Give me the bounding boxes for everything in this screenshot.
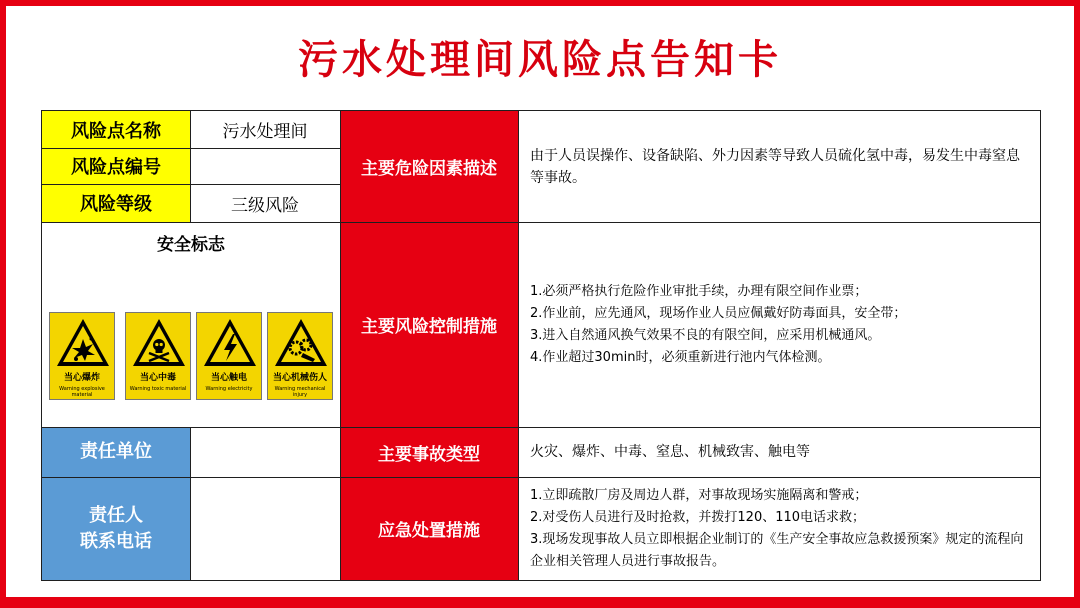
- control-item: 3.进入自然通风换气效果不良的有限空间，应采用机械通风。: [530, 327, 881, 343]
- poison-skull-icon: [131, 317, 187, 369]
- grid-line: [41, 110, 1041, 111]
- emergency-text: [518, 477, 1040, 580]
- electric-shock-icon: [202, 317, 258, 369]
- contact-label: [42, 477, 190, 580]
- risk-code-value: [190, 148, 340, 184]
- risk-level-label: 风险等级: [42, 184, 190, 222]
- grid-line: [41, 222, 1041, 223]
- sign-label-en: Warning explosive material: [59, 386, 105, 398]
- grid-line: [190, 110, 191, 222]
- risk-level-value: 三级风险: [190, 184, 340, 222]
- emergency-item: 3.现场发现事故人员立即根据企业制订的《生产安全事故应急救援预案》规定的流程向企业相关管理人员进行事故报告。: [530, 531, 1024, 569]
- contact-value: [190, 477, 340, 580]
- sign-label: 当心机械伤人: [272, 373, 327, 383]
- responsible-unit-value: [190, 427, 340, 477]
- safety-signs-title: 安全标志: [157, 235, 225, 255]
- control-item: 2.作业前，应先通风，现场作业人员应佩戴好防毒面具，安全带；: [530, 305, 907, 321]
- hazard-text-content: 由于人员误操作、设备缺陷、外力因素等导致人员硫化氢中毒，易发生中毒窒息等事故。: [530, 147, 1020, 186]
- sign-electric: [196, 312, 262, 400]
- sign-label: 当心爆炸: [63, 373, 100, 383]
- emergency-label: 应急处置措施: [340, 477, 518, 580]
- gear-injury-icon: [273, 317, 329, 369]
- hazard-label: 主要危险因素描述: [340, 111, 518, 222]
- risk-name-label: 风险点名称: [42, 111, 190, 148]
- accident-label: 主要事故类型: [340, 427, 518, 477]
- accident-text: [518, 427, 1040, 477]
- emergency-item: 2.对受伤人员进行及时抢救，并拨打120、110电话求救；: [530, 509, 866, 525]
- card-title: 污水处理间风险点告知卡: [298, 37, 782, 83]
- control-item: 4.作业超过30min时，必须重新进行池内气体检测。: [530, 349, 831, 365]
- emergency-item: 1.立即疏散厂房及周边人群，对事故现场实施隔离和警戒；: [530, 487, 868, 503]
- grid-line: [41, 427, 1041, 428]
- sign-label: 当心触电: [210, 373, 247, 383]
- risk-name-value: 污水处理间: [190, 111, 340, 148]
- contact-label-line1: 责任人: [89, 504, 143, 526]
- grid-line: [41, 477, 1041, 478]
- hazard-text: [518, 111, 1040, 222]
- contact-label-line2: 联系电话: [80, 530, 152, 552]
- control-text: [518, 222, 1040, 427]
- grid-line: [41, 580, 1041, 581]
- sign-label-en: Warning electricity: [205, 386, 253, 392]
- grid-line: [190, 427, 191, 581]
- bottom-red-bar: [0, 597, 1080, 608]
- grid-line: [41, 110, 42, 581]
- control-label: 主要风险控制措施: [340, 222, 518, 427]
- risk-code-label: 风险点编号: [42, 148, 190, 184]
- sign-explosion: [49, 312, 115, 400]
- responsible-unit-label: 责任单位: [42, 427, 190, 477]
- sign-mechanical: [267, 312, 333, 400]
- accident-text-content: 火灾、爆炸、中毒、窒息、机械致害、触电等: [530, 444, 810, 460]
- grid-line: [518, 110, 519, 581]
- grid-line: [1040, 110, 1041, 581]
- sign-label: 当心中毒: [139, 373, 176, 383]
- grid-line: [340, 110, 341, 581]
- control-item: 1.必须严格执行危险作业审批手续，办理有限空间作业票；: [530, 283, 868, 299]
- sign-label-en: Warning mechanical injury: [274, 386, 326, 398]
- sign-label-en: Warning toxic material: [129, 386, 187, 392]
- explosion-icon: [55, 317, 111, 369]
- sign-poison: [125, 312, 191, 400]
